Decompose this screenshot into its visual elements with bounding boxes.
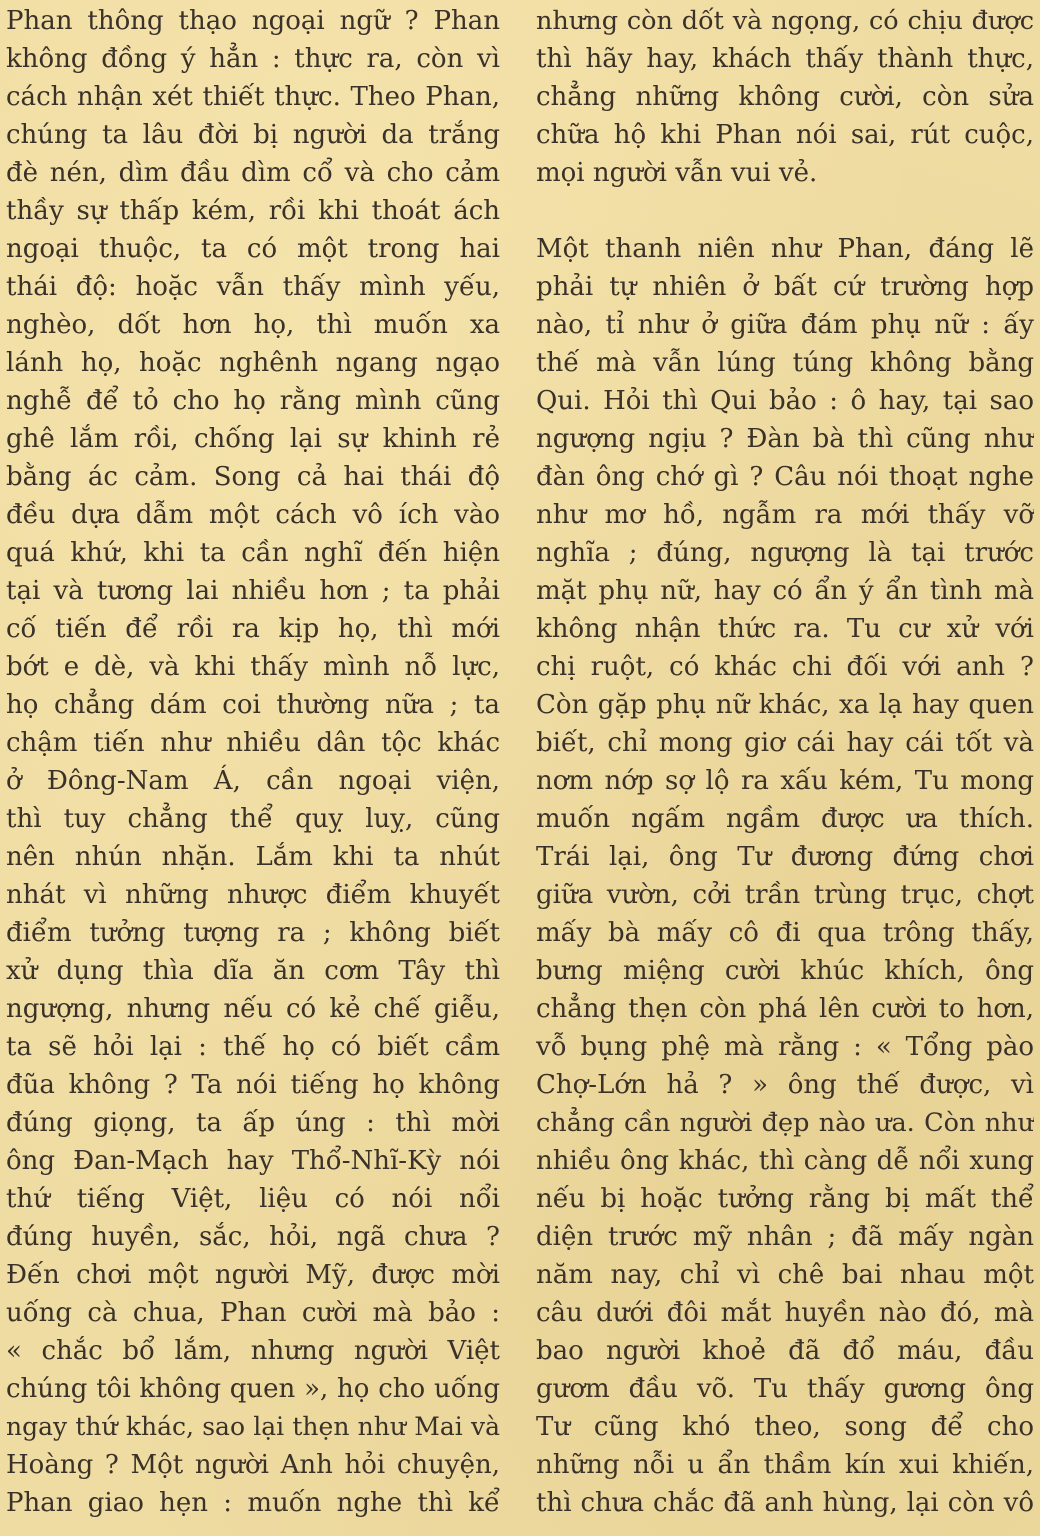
text-line: thái độ: hoặc vẫn thấy mình yếu,	[6, 272, 500, 302]
text-line: Hoàng ? Một người Anh hỏi chuyện,	[6, 1450, 500, 1480]
text-line: nhưng còn dốt và ngọng, có chịu được	[536, 6, 1034, 36]
text-line: nghèo, dốt hơn họ, thì muốn xa	[6, 310, 500, 340]
text-line: nào, tỉ như ở giữa đám phụ nữ : ấy	[536, 310, 1034, 340]
text-line: đều dựa dẫm một cách vô ích vào	[6, 500, 500, 530]
text-line: không nhận thức ra. Tu cư xử với	[536, 614, 1034, 644]
text-line: chẳng thẹn còn phá lên cười to hơn,	[536, 994, 1034, 1024]
text-line: câu dưới đôi mắt huyền nào đó, mà	[536, 1298, 1034, 1328]
text-line: chẳng cần người đẹp nào ưa. Còn như	[536, 1108, 1034, 1138]
text-line: chữa hộ khi Phan nói sai, rút cuộc,	[536, 120, 1034, 150]
text-line: phải tự nhiên ở bất cứ trường hợp	[536, 272, 1034, 302]
text-line: Một thanh niên như Phan, đáng lẽ	[536, 234, 1034, 264]
text-line: bưng miệng cười khúc khích, ông	[536, 956, 1034, 986]
text-line: ngay thứ khác, sao lại thẹn như Mai và	[6, 1412, 500, 1441]
text-line: thì hãy hay, khách thấy thành thực,	[536, 44, 1034, 74]
text-line: mấy bà mấy cô đi qua trông thấy,	[536, 918, 1034, 948]
text-line: chẳng những không cười, còn sửa	[536, 82, 1034, 112]
text-line: xử dụng thìa dĩa ăn cơm Tây thì	[6, 956, 500, 986]
text-line: đàn ông chớ gì ? Câu nói thoạt nghe	[536, 462, 1034, 492]
text-line: Trái lại, ông Tư đương đứng chơi	[536, 842, 1034, 872]
text-line: ngượng ngịu ? Đàn bà thì cũng như	[536, 424, 1034, 454]
text-line: diện trước mỹ nhân ; đã mấy ngàn	[536, 1222, 1034, 1252]
text-line: Đến chơi một người Mỹ, được mời	[6, 1260, 500, 1290]
text-line: Còn gặp phụ nữ khác, xa lạ hay quen	[536, 690, 1034, 720]
text-line: ngượng, nhưng nếu có kẻ chế giễu,	[6, 994, 500, 1024]
text-line: đúng giọng, ta ấp úng : thì mời	[6, 1108, 500, 1138]
text-line: như mơ hồ, ngẫm ra mới thấy vỡ	[536, 500, 1034, 530]
text-line: Phan thông thạo ngoại ngữ ? Phan	[6, 6, 500, 36]
text-line: tại và tương lai nhiều hơn ; ta phải	[6, 576, 500, 606]
text-line: nhát vì những nhược điểm khuyết	[6, 880, 500, 910]
text-line: muốn ngấm ngầm được ưa thích.	[536, 804, 1034, 834]
text-line: đũa không ? Ta nói tiếng họ không	[6, 1070, 500, 1100]
text-line: thì tuy chẳng thể quỵ luỵ, cũng	[6, 804, 500, 834]
text-line: nhiều ông khác, thì càng dễ nổi xung	[536, 1146, 1034, 1176]
right-text-column	[536, 2, 1034, 1522]
text-line: chúng tôi không quen », họ cho uống	[6, 1374, 500, 1404]
text-line: bằng ác cảm. Song cả hai thái độ	[6, 462, 500, 492]
left-text-column	[6, 2, 500, 1522]
text-line: vỗ bụng phệ mà rằng : « Tổng pào	[536, 1032, 1034, 1062]
text-line: nên nhún nhặn. Lắm khi ta nhút	[6, 842, 500, 872]
text-line: cố tiến để rồi ra kịp họ, thì mới	[6, 614, 500, 644]
text-line: ngoại thuộc, ta có một trong hai	[6, 234, 500, 264]
text-line: ở Đông-Nam Á, cần ngoại viện,	[6, 766, 500, 796]
text-line: thì chưa chắc đã anh hùng, lại còn vô	[536, 1488, 1034, 1518]
text-line: đè nén, dìm đầu dìm cổ và cho cảm	[6, 158, 500, 188]
text-line: biết, chỉ mong giơ cái hay cái tốt và	[536, 728, 1034, 758]
text-line: họ chẳng dám coi thường nữa ; ta	[6, 690, 500, 720]
text-line: những nỗi u ẩn thầm kín xui khiến,	[536, 1450, 1034, 1480]
text-line: cách nhận xét thiết thực. Theo Phan,	[6, 82, 500, 112]
text-line: đúng huyền, sắc, hỏi, ngã chưa ?	[6, 1222, 500, 1252]
text-line: nếu bị hoặc tưởng rằng bị mất thể	[536, 1184, 1034, 1214]
text-line: Tư cũng khó theo, song để cho	[536, 1412, 1034, 1442]
text-line: ta sẽ hỏi lại : thế họ có biết cầm	[6, 1032, 500, 1062]
text-line: chậm tiến như nhiều dân tộc khác	[6, 728, 500, 758]
text-line: Qui. Hỏi thì Qui bảo : ô hay, tại sao	[536, 386, 1034, 416]
text-line: Chợ-Lớn hả ? » ông thế được, vì	[536, 1070, 1034, 1100]
text-line: bớt e dè, và khi thấy mình nỗ lực,	[6, 652, 500, 682]
paragraph-break	[536, 192, 1034, 230]
text-line: không đồng ý hẳn : thực ra, còn vì	[6, 44, 500, 74]
text-line: chị ruột, có khác chi đối với anh ?	[536, 652, 1034, 682]
text-line: nghễ để tỏ cho họ rằng mình cũng	[6, 386, 500, 416]
text-line: điểm tưởng tượng ra ; không biết	[6, 918, 500, 948]
text-line: giữa vườn, cởi trần trùng trục, chợt	[536, 880, 1034, 910]
text-line: ông Đan-Mạch hay Thổ-Nhĩ-Kỳ nói	[6, 1146, 500, 1176]
text-line: thế mà vẫn lúng túng không bằng	[536, 348, 1034, 378]
text-line: mọi người vẫn vui vẻ.	[536, 158, 818, 188]
text-line: bao người khoẻ đã đổ máu, đầu	[536, 1336, 1034, 1366]
text-line: gươm đầu võ. Tu thấy gương ông	[536, 1374, 1034, 1404]
text-line: mặt phụ nữ, hay có ẩn ý ẩn tình mà	[536, 576, 1034, 606]
text-line: « chắc bổ lắm, nhưng người Việt	[6, 1336, 500, 1366]
text-line: chúng ta lâu đời bị người da trắng	[6, 120, 500, 150]
text-line: thầy sự thấp kém, rồi khi thoát ách	[6, 196, 500, 226]
text-line: thứ tiếng Việt, liệu có nói nổi	[6, 1184, 500, 1214]
text-line: Phan giao hẹn : muốn nghe thì kể	[6, 1488, 500, 1518]
text-line: ghê lắm rồi, chống lại sự khinh rẻ	[6, 424, 500, 454]
text-line: quá khứ, khi ta cần nghĩ đến hiện	[6, 538, 500, 568]
text-line: nghĩa ; đúng, ngượng là tại trước	[536, 538, 1034, 568]
text-line: lánh họ, hoặc nghênh ngang ngạo	[6, 348, 500, 378]
text-line: năm nay, chỉ vì chê bai nhau một	[536, 1260, 1034, 1290]
text-line: nơm nớp sợ lộ ra xấu kém, Tu mong	[536, 766, 1034, 796]
text-line: uống cà chua, Phan cười mà bảo :	[6, 1298, 500, 1328]
